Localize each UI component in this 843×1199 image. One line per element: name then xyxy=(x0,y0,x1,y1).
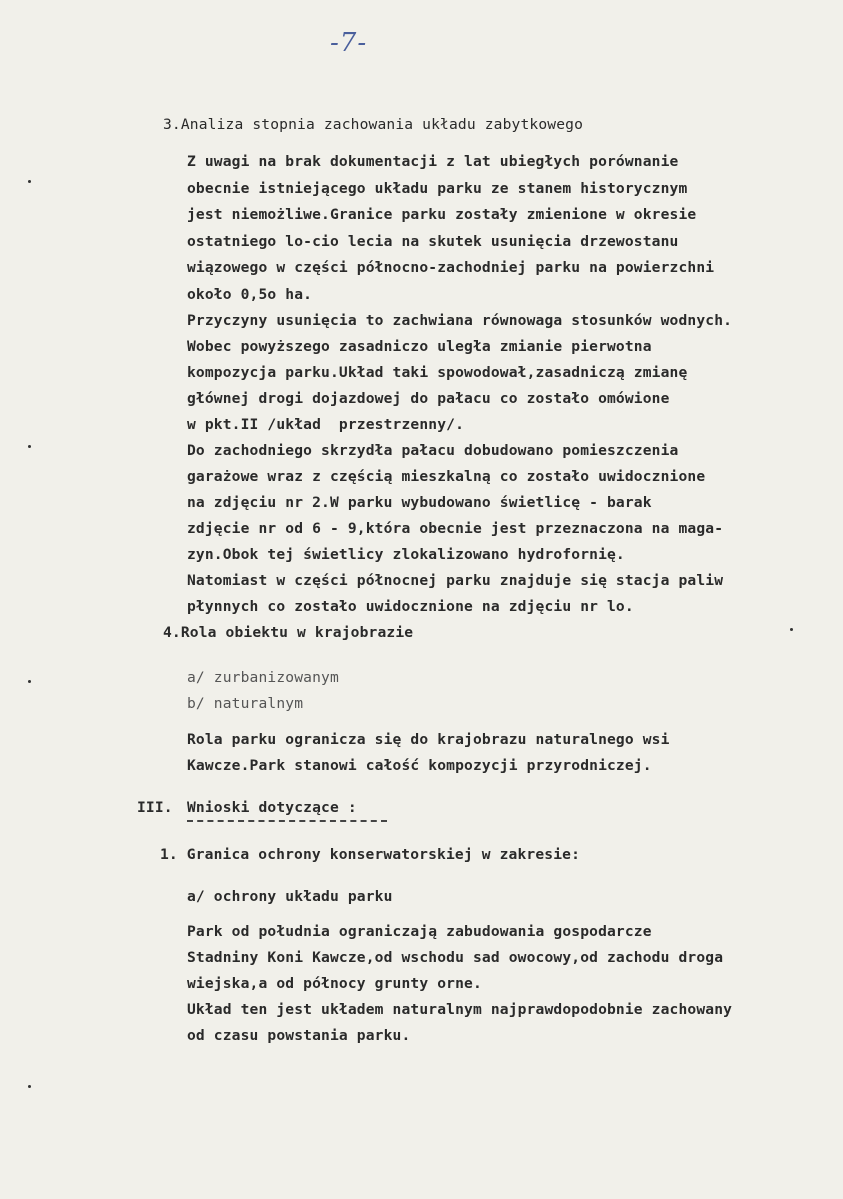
section-3-line: wiązowego w części północno-zachodniej parku na powierzchni xyxy=(187,259,715,276)
section-3-line: Natomiast w części północnej parku znajduje się stacja paliw xyxy=(187,572,724,589)
section-3-line: Przyczyny usunięcia to zachwiana równowaga stosunków wodnych. xyxy=(187,312,733,329)
section-4-item-b: b/ naturalnym xyxy=(187,695,304,712)
section-iii-point-1: 1. Granica ochrony konserwatorskiej w zakresie: xyxy=(160,846,581,863)
section-3-line: Wobec powyższego zasadniczo uległa zmianie pierwotna xyxy=(187,338,652,355)
margin-dot xyxy=(28,180,31,183)
section-3-line: płynnych co zostało uwidocznione na zdjęciu nr lo. xyxy=(187,598,634,615)
margin-dot xyxy=(790,628,793,631)
section-4-line: Rola parku ogranicza się do krajobrazu naturalnego wsi xyxy=(187,731,670,748)
section-iii-line: Park od południa ograniczają zabudowania gospodarcze xyxy=(187,923,652,940)
heading-underline xyxy=(187,820,387,822)
section-3-line: na zdjęciu nr 2.W parku wybudowano świetlicę - barak xyxy=(187,494,652,511)
section-3-line: obecnie istniejącego układu parku ze stanem historycznym xyxy=(187,180,688,197)
section-iii-heading: Wnioski dotyczące : xyxy=(187,799,357,816)
section-3-line: ostatniego lo-cio lecia na skutek usunięcia drzewostanu xyxy=(187,233,679,250)
margin-dot xyxy=(28,1085,31,1088)
section-4-heading: 4.Rola obiektu w krajobrazie xyxy=(163,624,414,641)
section-3-line: kompozycja parku.Układ taki spowodował,zasadniczą zmianę xyxy=(187,364,688,381)
margin-dot xyxy=(28,680,31,683)
section-3-line: zdjęcie nr od 6 - 9,która obecnie jest przeznaczona na maga- xyxy=(187,520,724,537)
section-iii-number: III. xyxy=(137,799,173,816)
section-iii-line: od czasu powstania parku. xyxy=(187,1027,411,1044)
section-3-line: około 0,5o ha. xyxy=(187,286,313,303)
section-3-heading: 3.Analiza stopnia zachowania układu zabytkowego xyxy=(163,116,584,133)
section-3-line: głównej drogi dojazdowej do pałacu co zostało omówione xyxy=(187,390,670,407)
section-4-line: Kawcze.Park stanowi całość kompozycji przyrodniczej. xyxy=(187,757,652,774)
section-iii-line: wiejska,a od północy grunty orne. xyxy=(187,975,482,992)
section-3-line: Do zachodniego skrzydła pałacu dobudowano pomieszczenia xyxy=(187,442,679,459)
section-3-line: garażowe wraz z częścią mieszkalną co zostało uwidocznione xyxy=(187,468,706,485)
section-iii-sub-a: a/ ochrony układu parku xyxy=(187,888,393,905)
section-3-line: w pkt.II /układ przestrzenny/. xyxy=(187,416,465,433)
section-3-line: zyn.Obok tej świetlicy zlokalizowano hydrofornię. xyxy=(187,546,625,563)
margin-dot xyxy=(28,445,31,448)
section-3-line: Z uwagi na brak dokumentacji z lat ubiegłych porównanie xyxy=(187,153,679,170)
section-iii-line: Układ ten jest układem naturalnym najprawdopodobnie zachowany xyxy=(187,1001,733,1018)
section-4-item-a: a/ zurbanizowanym xyxy=(187,669,339,686)
page-number: -7- xyxy=(330,28,368,58)
section-3-line: jest niemożliwe.Granice parku zostały zmienione w okresie xyxy=(187,206,697,223)
section-iii-line: Stadniny Koni Kawcze,od wschodu sad owocowy,od zachodu droga xyxy=(187,949,724,966)
